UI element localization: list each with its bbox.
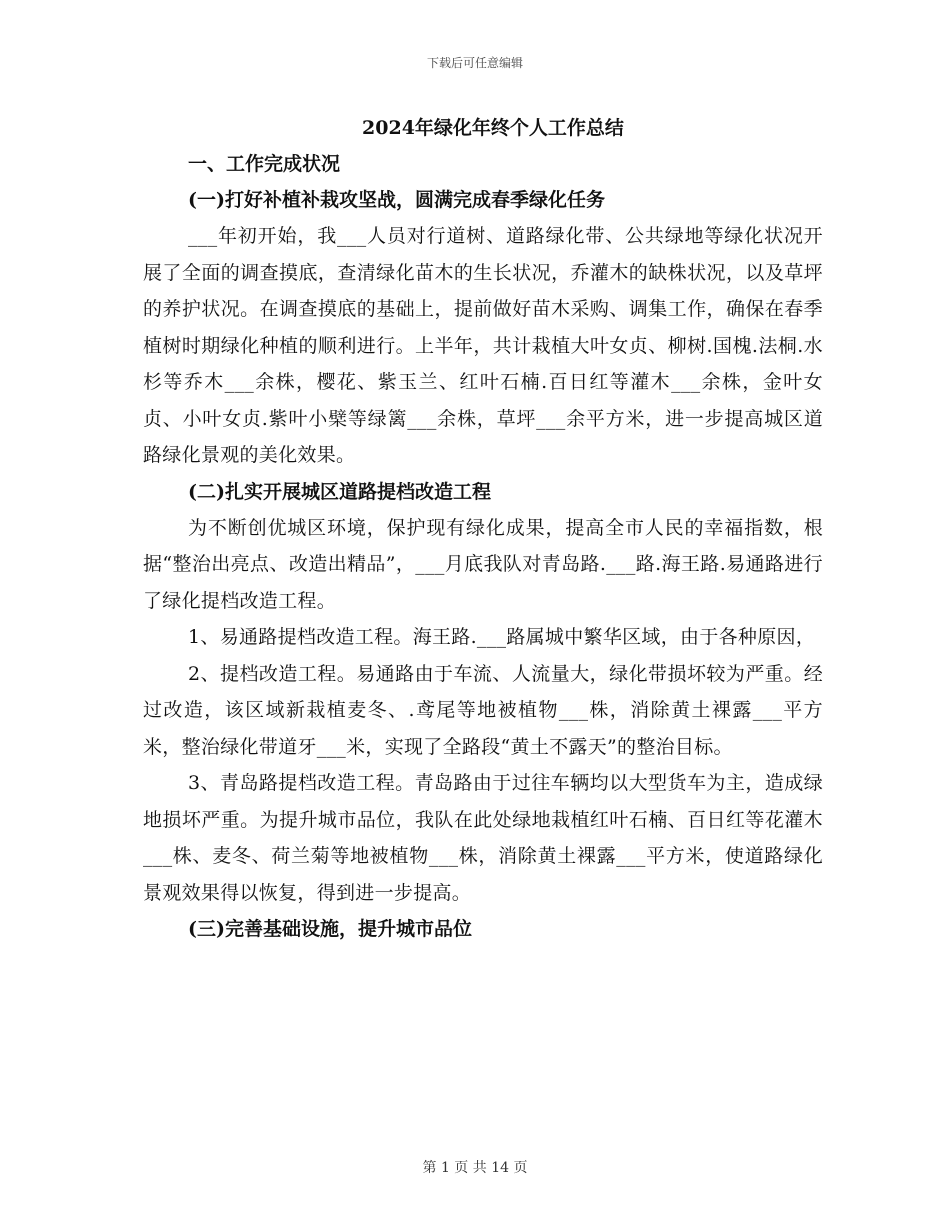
page-number: 第 1 页 共 14 页 bbox=[422, 1160, 528, 1176]
subsection-heading-road-upgrade: (二)扎实开展城区道路提档改造工程 bbox=[188, 480, 491, 503]
paragraph-yitong-road: 1、易通路提档改造工程。海王路.___路属城中繁华区域，由于各种原因， bbox=[188, 626, 816, 648]
header-note: 下载后可任意编辑 bbox=[426, 56, 523, 70]
document-title: 2024年绿化年终个人工作总结 bbox=[362, 117, 624, 139]
document-body bbox=[143, 112, 823, 947]
paragraph-upgrade-project: 2、提档改造工程。易通路由于车流、人流量大，绿化带损坏较为严重。经过改造，该区域新栽植麦冬、.鸢尾等地被植物___株，消除黄土裸露___平方米，整治绿化带道牙___米，实现了全路段“黄土不露天”的整治目标。 bbox=[143, 662, 823, 758]
section-heading-work-status: 一、工作完成状况 bbox=[188, 153, 341, 175]
paragraph-road-upgrade-intro: 为不断创优城区环境，保护现有绿化成果，提高全市人民的幸福指数，根据“整治出亮点、改造出精品”，___月底我队对青岛路.___路.海王路.易通路进行了绿化提档改造工程。 bbox=[143, 516, 823, 612]
paragraph-spring-greening: ___年初开始，我___人员对行道树、道路绿化带、公共绿地等绿化状况开展了全面的调查摸底，查清绿化苗木的生长状况，乔灌木的缺株状况，以及草坪的养护状况。在调查摸底的基础上，提前做好苗木采购、调集工作，确保在春季植树时期绿化种植的顺利进行。上半年，共计栽植大叶女贞、柳树.国槐.法桐.水杉等乔木___余株，樱花、紫玉兰、红叶石楠.百日红等灌木___余株，金叶女贞、小叶女贞.紫叶小檗等绿篱___余株，草坪___余平方米，进一步提高城区道路绿化景观的美化效果。 bbox=[143, 225, 823, 466]
subsection-heading-infrastructure: (三)完善基础设施，提升城市品位 bbox=[188, 918, 472, 940]
subsection-heading-spring-greening: (一)打好补植补栽攻坚战，圆满完成春季绿化任务 bbox=[188, 189, 605, 211]
paragraph-qingdao-road: 3、青岛路提档改造工程。青岛路由于过往车辆均以大型货车为主，造成绿地损坏严重。为提升城市品位，我队在此处绿地栽植红叶石楠、百日红等花灌木___株、麦冬、荷兰菊等地被植物___株，消除黄土裸露___平方米，使道路绿化景观效果得以恢复，得到进一步提高。 bbox=[143, 772, 823, 904]
